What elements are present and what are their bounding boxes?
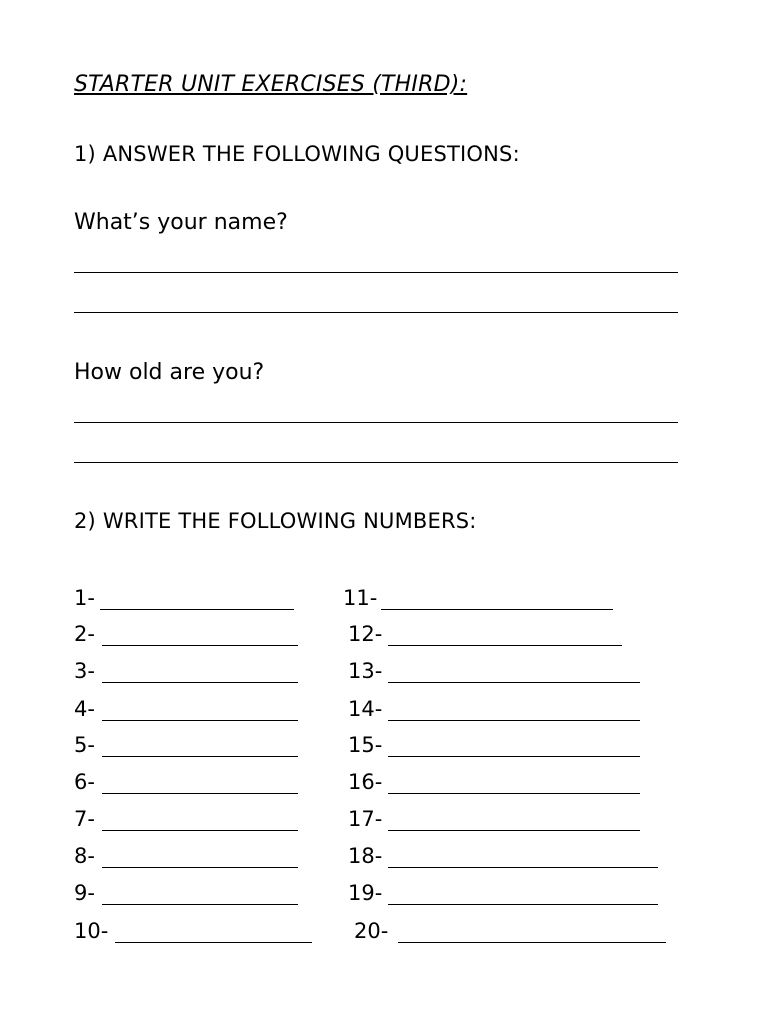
number-blank: [102, 756, 298, 757]
number-blank: [102, 720, 298, 721]
number-blank: [388, 720, 640, 721]
number-blank: [388, 867, 658, 868]
number-label: 18-: [348, 844, 383, 868]
number-blank: [388, 904, 658, 905]
number-blank: [388, 793, 640, 794]
number-label: 5-: [74, 733, 95, 757]
worksheet-title: STARTER UNIT EXERCISES (THIRD):: [74, 72, 468, 97]
number-label: 9-: [74, 881, 95, 905]
question-age: How old are you?: [74, 360, 265, 385]
answer-line: [74, 312, 678, 313]
number-label: 16-: [348, 770, 383, 794]
number-blank: [115, 942, 312, 943]
number-blank: [102, 793, 298, 794]
number-blank: [102, 645, 298, 646]
answer-line: [74, 462, 678, 463]
number-label: 20-: [354, 919, 389, 943]
number-blank: [388, 645, 622, 646]
number-blank: [102, 904, 298, 905]
number-blank: [398, 942, 666, 943]
number-blank: [100, 609, 294, 610]
number-label: 8-: [74, 844, 95, 868]
number-label: 19-: [348, 881, 383, 905]
answer-line: [74, 422, 678, 423]
number-blank: [388, 682, 640, 683]
number-label: 6-: [74, 770, 95, 794]
number-label: 17-: [348, 807, 383, 831]
number-label: 13-: [348, 659, 383, 683]
number-label: 11-: [343, 586, 378, 610]
number-blank: [102, 867, 298, 868]
answer-line: [74, 272, 678, 273]
number-blank: [388, 830, 640, 831]
number-blank: [102, 830, 298, 831]
number-blank: [388, 756, 640, 757]
number-blank: [381, 609, 613, 610]
number-label: 3-: [74, 659, 95, 683]
number-label: 10-: [74, 919, 109, 943]
number-blank: [102, 682, 298, 683]
number-label: 7-: [74, 807, 95, 831]
number-label: 2-: [74, 622, 95, 646]
section-2-heading: 2) WRITE THE FOLLOWING NUMBERS:: [74, 509, 477, 533]
question-name: What’s your name?: [74, 210, 288, 235]
section-1-heading: 1) ANSWER THE FOLLOWING QUESTIONS:: [74, 142, 520, 166]
number-label: 1-: [74, 586, 95, 610]
number-label: 15-: [348, 733, 383, 757]
number-label: 14-: [348, 697, 383, 721]
number-label: 4-: [74, 697, 95, 721]
number-label: 12-: [348, 622, 383, 646]
